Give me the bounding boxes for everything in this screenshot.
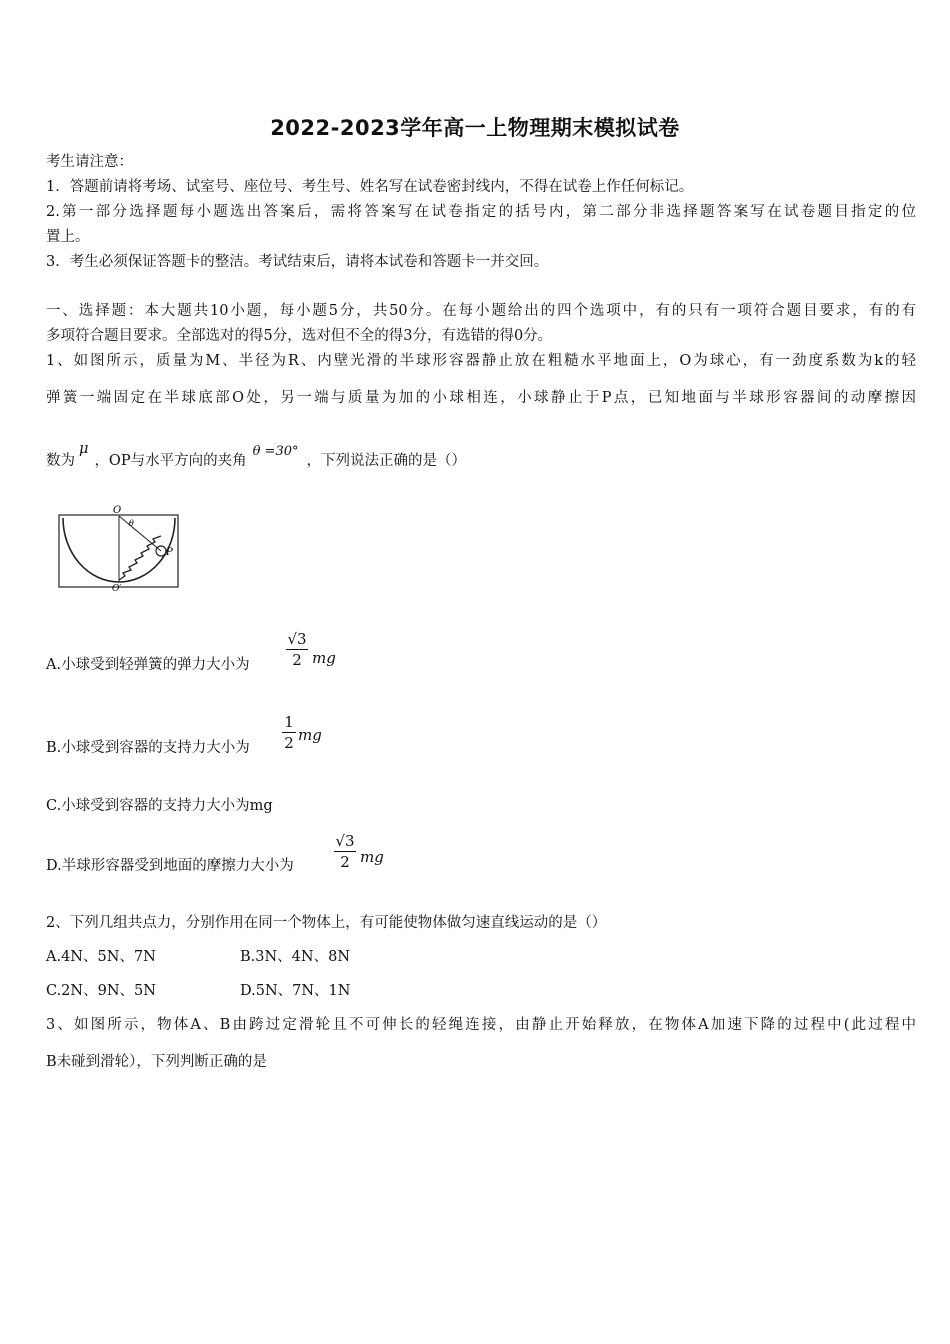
option-d-numerator: √3 [335, 832, 355, 850]
fraction-bar [286, 649, 308, 650]
q2-option-a: A.4N、5N、7N [46, 949, 156, 965]
notice-item-3: 3．考生必须保证答题卡的整洁。考试结束后，请将本试卷和答题卡一并交回。 [46, 254, 549, 270]
section1-instruction: 一、选择题：本大题共10小题，每小题5分，共50分。在每小题给出的四个选项中，有的只有一项符合题目要求，有的有 [46, 303, 916, 319]
q2-option-b: B.3N、4N、8N [240, 949, 351, 965]
mu-symbol: μ [79, 441, 89, 457]
option-b-mg: mg [298, 726, 322, 744]
q1-option-a: A.小球受到轻弹簧的弹力大小为 [46, 657, 250, 673]
q1-stem-line3-a: 数为 [46, 453, 75, 469]
option-b-fraction [282, 713, 296, 752]
option-d-denominator: 2 [340, 853, 350, 871]
label-o-bottom: O′ [112, 584, 122, 592]
q3-stem-line2: B未碰到滑轮），下列判断正确的是 [46, 1054, 267, 1070]
label-o-top: O [113, 505, 122, 516]
option-b-denominator: 2 [284, 734, 294, 752]
q2-option-d: D.5N、7N、1N [240, 983, 351, 999]
op-line [119, 516, 161, 551]
spring [119, 536, 161, 580]
option-b-numerator: 1 [284, 713, 294, 731]
notice-item-1: 1．答题前请将考场、试室号、座位号、考生号、姓名写在试卷密封线内，不得在试卷上作任何标记。 [46, 179, 694, 195]
q3-stem-line1: 3、如图所示，物体A、B由跨过定滑轮且不可伸长的轻绳连接，由静止开始释放，在物体A加速下降的过程中(此过程中 [46, 1017, 916, 1033]
option-a-fraction [286, 630, 308, 669]
fraction-bar [282, 732, 296, 733]
q1-stem-line3-c: ，下列说法正确的是（） [306, 453, 466, 469]
page-title: 2022-2023学年高一上物理期末模拟试卷 [270, 116, 680, 140]
fraction-bar [334, 851, 356, 852]
q2-option-c: C.2N、9N、5N [46, 983, 156, 999]
q1-stem-line3 [46, 441, 916, 472]
q1-option-b: B.小球受到容器的支持力大小为 [46, 740, 250, 756]
q1-stem-line1: 1、如图所示，质量为M、半径为R、内壁光滑的半球形容器静止放在粗糙水平地面上，O为球心，有一劲度系数为k的轻 [46, 353, 916, 369]
section1-instruction-cont: 多项符合题目要求。全部选对的得5分，选对但不全的得3分，有选错的得0分。 [46, 328, 553, 344]
notice-item-2-cont: 置上。 [46, 229, 90, 245]
option-a-mg: mg [312, 649, 336, 667]
q1-option-c: C.小球受到容器的支持力大小为mg [46, 798, 273, 814]
q1-stem-line2: 弹簧一端固定在半球底部O处，另一端与质量为加的小球相连，小球静止于P点，已知地面与半球形容器间的动摩擦因 [46, 390, 916, 406]
option-d-mg: mg [360, 848, 384, 866]
option-a-denominator: 2 [292, 651, 302, 669]
option-d-fraction [334, 832, 356, 871]
q1-stem-line3-b: ，OP与水平方向的夹角 [94, 453, 247, 469]
label-p: P [166, 547, 173, 558]
q1-option-d: D.半球形容器受到地面的摩擦力大小为 [46, 858, 294, 874]
notice-heading: 考生请注意： [46, 154, 133, 170]
notice-item-2: 2.第一部分选择题每小题选出答案后，需将答案写在试卷指定的括号内，第二部分非选择题答案写在试卷题目指定的位 [46, 204, 916, 220]
label-theta: θ [129, 519, 134, 528]
theta-value: θ =30° [252, 444, 299, 459]
hemisphere-figure [55, 500, 185, 592]
option-a-numerator: √3 [287, 630, 307, 648]
q2-stem: 2、下列几组共点力，分别作用在同一个物体上，有可能使物体做匀速直线运动的是（） [46, 915, 607, 931]
